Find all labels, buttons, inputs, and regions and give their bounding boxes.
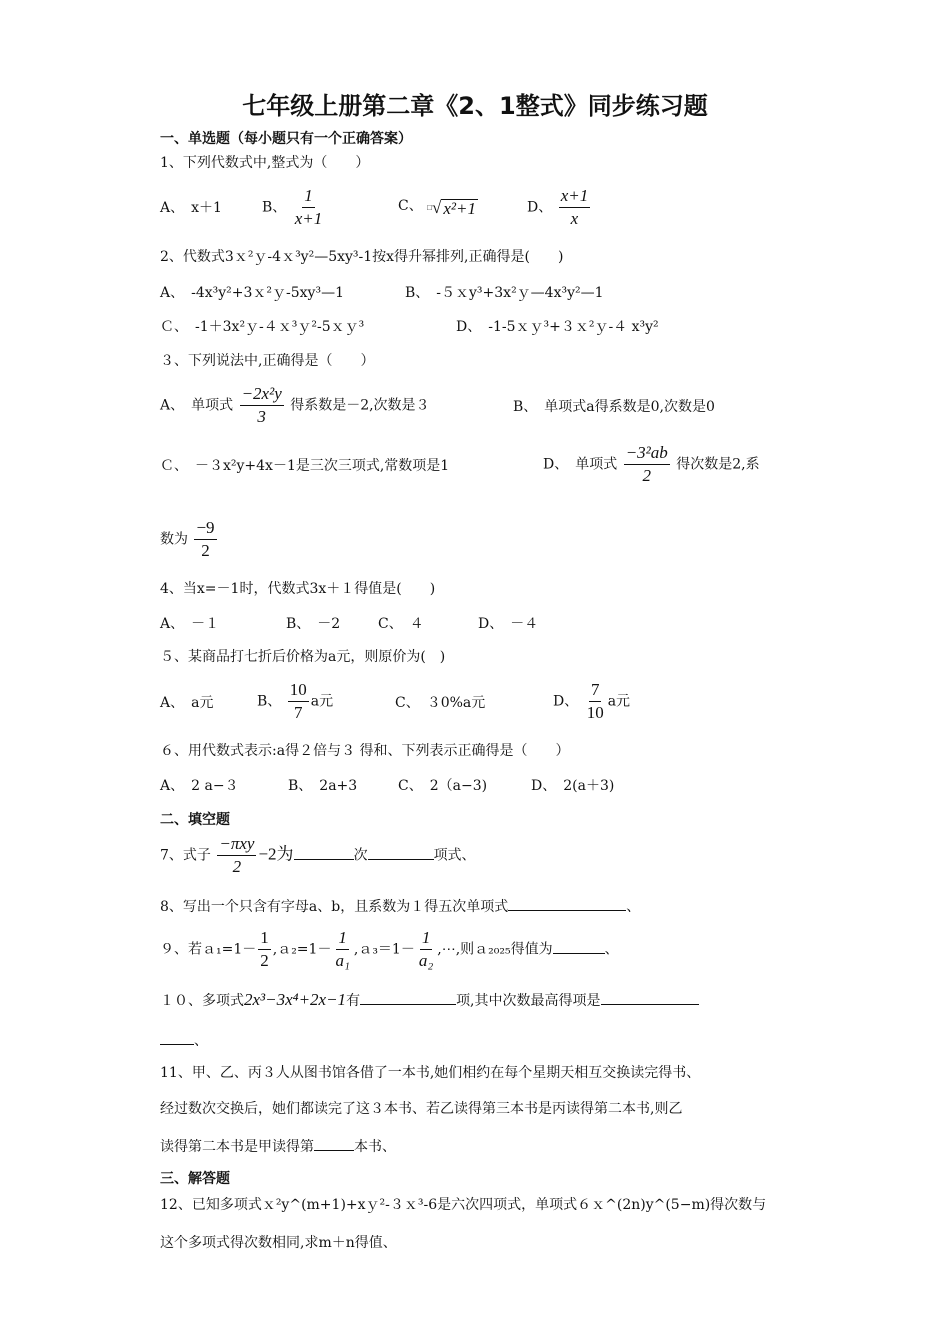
q6-option-d: D、 2(a＋3): [531, 778, 615, 794]
q3-d-coefficient-fraction: $\frac{-9}{2}$: [196, 518, 215, 560]
q3-option-a: A、 单项式 $\frac{\text{−2x²y}}{3}$ 得系数是－2,次数是３: [160, 384, 430, 426]
q1-b-fraction: $\frac{1}{x+1}$: [294, 186, 323, 228]
section-heading-fill-blank: 二、填空题: [160, 812, 230, 828]
q7-fraction: $\frac{\text{−πxy}}{2}$: [219, 834, 255, 876]
question-3-stem: ３、下列说法中,正确得是（ ）: [160, 353, 375, 369]
q8-blank[interactable]: [508, 896, 626, 911]
q10-blank-1[interactable]: [360, 990, 456, 1005]
q6-option-c: C、 2（a−3): [398, 778, 488, 794]
q1-option-b: B、 $\frac{1}{x+1}$: [262, 186, 323, 228]
q5-option-d: D、 $\frac{7}{10}$ a元: [553, 680, 631, 722]
q9-fraction-3: $\frac{1}{\text{a₂}}$: [418, 928, 434, 970]
question-5-stem: ５、某商品打七折后价格为a元，则原价为( ): [160, 649, 446, 665]
q6-option-b: B、 2a+3: [288, 778, 358, 794]
question-11-line-1: 11、甲、乙、丙３人从图书馆各借了一本书,她们相约在每个星期天相互交换读完得书、: [160, 1065, 701, 1081]
q2-option-c: Ｃ、 -1＋3x²ｙ-４ｘ³ｙ²-5ｘｙ³: [160, 319, 365, 335]
q2-option-d: D、 -1-5ｘｙ³+３ｘ²ｙ-４ x³y²: [456, 319, 659, 335]
q3-option-c: Ｃ、 －３x²y+4x－1是三次三项式,常数项是1: [160, 458, 450, 474]
q1-c-root: □ √ x²+1: [427, 198, 476, 218]
q4-option-c: C、 ４: [378, 616, 424, 632]
q7-blank-2[interactable]: [368, 845, 434, 860]
q4-option-a: A、 －１: [160, 616, 220, 632]
q5-option-b: B、 $\frac{10}{7}$ a元: [257, 680, 334, 722]
q1-option-a: A、 x＋1: [160, 200, 222, 216]
question-7: 7、式子 $\frac{\text{−πxy}}{2}$ −2为 次 项式、: [160, 834, 476, 876]
q6-option-a: A、 2 a−３: [160, 778, 239, 794]
q5-d-fraction: $\frac{7}{10}$: [586, 680, 604, 722]
question-12-line-2: 这个多项式得次数相同,求m＋n得值、: [160, 1235, 397, 1251]
q3-option-d: D、 单项式 $\frac{\text{−3²ab}}{2}$ 得次数是2,系: [543, 443, 760, 485]
section-heading-problems: 三、解答题: [160, 1171, 230, 1187]
q5-b-fraction: $\frac{10}{7}$: [289, 680, 307, 722]
q1-option-c: C、 □ √ x²+1: [398, 198, 476, 218]
question-6-stem: ６、用代数式表示:a得２倍与３ 得和、下列表示正确得是（ ）: [160, 743, 570, 759]
q4-option-b: B、 －2: [286, 616, 341, 632]
q3-d-fraction: $\frac{\text{−3²ab}}{2}$: [625, 443, 668, 485]
q9-blank[interactable]: [553, 939, 605, 954]
q4-option-d: D、 －４: [478, 616, 539, 632]
section-heading-single-choice: 一、单选题（每小题只有一个正确答案）: [160, 131, 412, 147]
q9-fraction-2: $\frac{1}{\text{a₁}}$: [335, 928, 350, 970]
q5-option-c: C、 ３0%a元: [395, 695, 486, 711]
q10-blank-2-continued[interactable]: [160, 1030, 194, 1045]
question-1-stem: 1、下列代数式中,整式为（ ）: [160, 155, 370, 171]
q3-option-b: B、 单项式a得系数是0,次数是0: [513, 399, 715, 415]
q11-blank[interactable]: [314, 1136, 354, 1151]
q7-blank-1[interactable]: [294, 845, 354, 860]
question-2-stem: 2、代数式3ｘ²ｙ-4ｘ³y²—5xy³-1按x得升幂排列,正确得是( ): [160, 249, 564, 265]
question-10-continued: 、: [160, 1030, 208, 1050]
question-12-line-1: 12、已知多项式ｘ²y^(m+1)+xｙ²-３ｘ³-6是六次四项式，单项式６ｘ^(2n)y^(5−m)得次数与: [160, 1197, 767, 1213]
question-10: １０、多项式2x³−3x⁴+2x−1有 项,其中次数最高得项是: [160, 990, 699, 1010]
question-8: 8、写出一个只含有字母a、b，且系数为１得五次单项式 、: [160, 896, 640, 916]
q3-a-fraction: $\frac{\text{−2x²y}}{3}$: [241, 384, 282, 426]
question-11-line-3: 读得第二本书是甲读得第 本书、: [160, 1136, 396, 1156]
page-title: 七年级上册第二章《2、1整式》同步练习题: [242, 92, 708, 120]
q1-option-d: D、 $\frac{x+1}{x}$: [527, 186, 589, 228]
q2-option-b: B、 -５ｘy³+3x²ｙ—4x³y²—1: [405, 285, 604, 301]
question-4-stem: 4、当x=－1时，代数式3x＋１得值是( ): [160, 581, 436, 597]
q5-option-a: A、 a元: [160, 695, 214, 711]
q3-option-d-continued: 数为 $\frac{-9}{2}$: [160, 518, 215, 560]
q1-d-fraction: $\frac{x+1}{x}$: [560, 186, 589, 228]
q2-option-a: A、 -4x³y²+3ｘ²ｙ-5xy³—1: [160, 285, 344, 301]
question-11-line-2: 经过数次交换后，她们都读完了这３本书、若乙读得第三本书是丙读得第二本书,则乙: [160, 1101, 683, 1117]
question-9: ９、若ａ₁=1－ $\frac{1}{2}$ ,ａ₂=1－ $\frac{1}{\text{a₁}}$ ,ａ₃＝1－ $\frac{1}{\text{a₂}}$ ,⋯,则ａ₂₀₂₅得值为 、: [160, 928, 619, 970]
q10-blank-2[interactable]: [601, 990, 699, 1005]
q9-fraction-1: $\frac{1}{2}$: [260, 928, 269, 970]
